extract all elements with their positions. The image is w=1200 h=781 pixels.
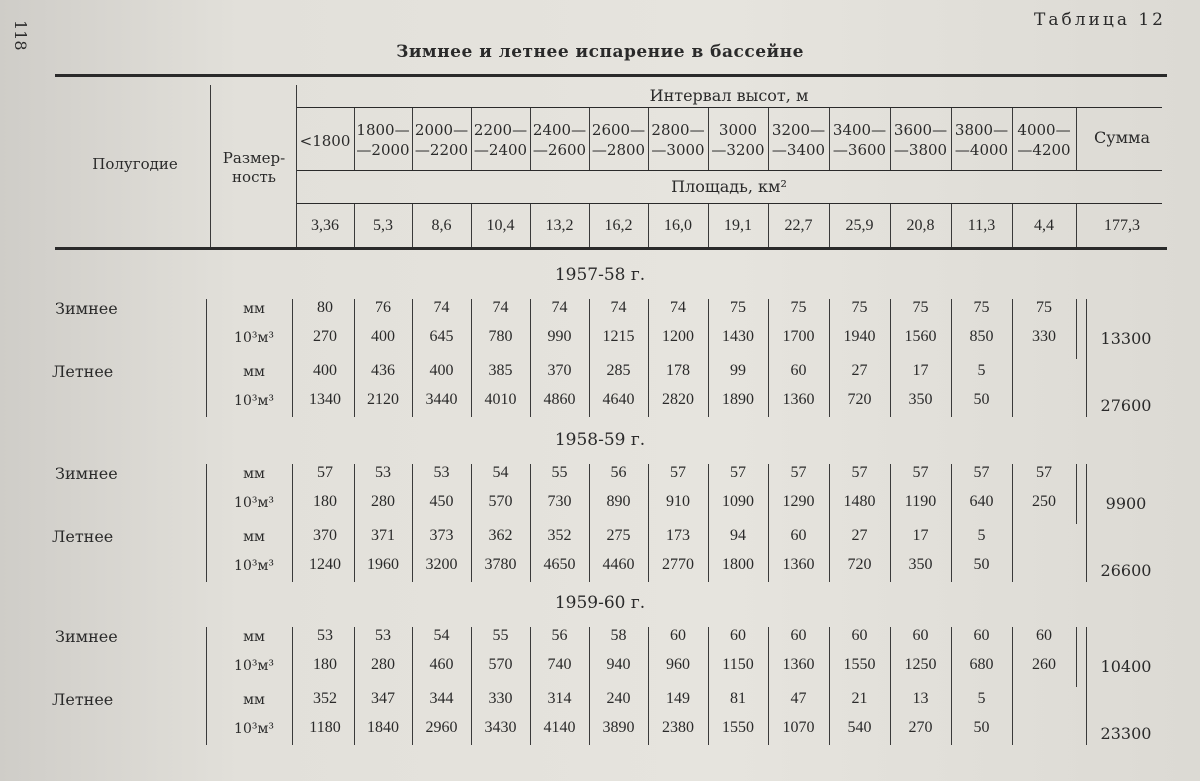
- table-cell: 53: [317, 627, 333, 644]
- interval-label-top: 2800—: [651, 121, 705, 139]
- table-cell: 1360: [782, 656, 815, 673]
- table-cell: 890: [606, 493, 631, 510]
- table-cell: 1840: [367, 719, 399, 736]
- table-cell: 260: [1032, 656, 1056, 673]
- interval-label-top: 2000—: [414, 121, 469, 139]
- header-divider-halfyear: [210, 85, 211, 247]
- table-cell: 1560: [904, 328, 937, 345]
- table-cell: 370: [547, 362, 572, 379]
- table-cell: 54: [492, 464, 509, 481]
- table-cell: 2960: [425, 719, 458, 736]
- table-cell: 371: [371, 527, 395, 544]
- table-cell: 3430: [484, 719, 517, 736]
- table-cell: 57: [973, 464, 990, 481]
- interval-label-top: 1800—: [356, 121, 410, 139]
- table-cell: 57: [670, 464, 686, 481]
- table-cell: 178: [666, 362, 690, 379]
- table-cell: 370: [313, 527, 337, 544]
- table-cell: 385: [488, 362, 513, 379]
- table-cell: 75: [851, 299, 868, 316]
- table-cell: 53: [433, 464, 450, 481]
- table-cell: 352: [547, 527, 572, 544]
- page-number: 118: [11, 20, 30, 51]
- table-cell: 57: [730, 464, 746, 481]
- table-cell: 74: [670, 299, 686, 316]
- header-interval-title: Интервал высот, м: [649, 86, 809, 105]
- row-sum-summer: 23300: [1100, 724, 1152, 743]
- table-cell: 173: [666, 527, 690, 544]
- table-cell: 436: [371, 362, 395, 379]
- table-cell: 1340: [309, 391, 341, 408]
- table-cell: 57: [790, 464, 807, 481]
- row-sum-winter: 10400: [1100, 657, 1152, 676]
- table-cell: 400: [371, 328, 395, 345]
- table-cell: 81: [730, 690, 746, 707]
- table-cell: 740: [547, 656, 572, 673]
- table-cell: 270: [908, 719, 933, 736]
- unit-volume: 10³м³: [234, 721, 274, 737]
- table-cell: 27: [851, 362, 868, 379]
- header-col-divider: [1076, 108, 1077, 170]
- table-cell: 75: [1036, 299, 1052, 316]
- unit-volume: 10³м³: [234, 658, 274, 674]
- table-cell: 3890: [602, 719, 635, 736]
- area-value: 13,2: [545, 217, 574, 234]
- area-col-divider: [1076, 204, 1077, 247]
- table-cell: 57: [851, 464, 868, 481]
- table-cell: 250: [1032, 493, 1056, 510]
- table-cell: 680: [969, 656, 994, 673]
- table-cell: 540: [847, 719, 872, 736]
- table-cell: 720: [847, 556, 872, 573]
- area-sum: 177,3: [1104, 217, 1140, 234]
- table-cell: 3780: [484, 556, 517, 573]
- table-cell: 60: [670, 627, 686, 644]
- body-divider-dim: [292, 299, 293, 417]
- unit-volume: 10³м³: [234, 558, 274, 574]
- area-value: 11,3: [967, 217, 996, 234]
- table-cell: 75: [973, 299, 990, 316]
- table-cell: 1190: [904, 493, 937, 510]
- interval-label-bottom: —3600: [832, 141, 887, 159]
- table-cell: 400: [429, 362, 454, 379]
- area-value: 16,0: [664, 217, 692, 234]
- unit-mm: мм: [243, 466, 265, 482]
- table-cell: 4460: [602, 556, 635, 573]
- table-cell: 1250: [904, 656, 937, 673]
- body-col-divider: [1076, 299, 1077, 359]
- table-cell: 1180: [309, 719, 341, 736]
- table-cell: 344: [429, 690, 454, 707]
- interval-label-bottom: —3800: [893, 141, 948, 159]
- table-cell: 1360: [782, 556, 815, 573]
- area-value: 25,9: [845, 217, 874, 234]
- table-cell: 2380: [662, 719, 694, 736]
- table-cell: 17: [912, 362, 929, 379]
- table-cell: 347: [371, 690, 395, 707]
- table-cell: 60: [790, 627, 807, 644]
- table-cell: 74: [492, 299, 509, 316]
- table-cell: 57: [912, 464, 929, 481]
- row-label-summer: Летнее: [52, 690, 114, 709]
- table-cell: 1360: [782, 391, 815, 408]
- unit-mm: мм: [243, 529, 265, 545]
- row-sum-summer: 27600: [1100, 396, 1152, 415]
- table-cell: 1240: [309, 556, 341, 573]
- unit-mm: мм: [243, 629, 265, 645]
- interval-label-bottom: —3200: [711, 141, 765, 159]
- table-label: Таблица 12: [1034, 10, 1166, 30]
- table-cell: 4640: [602, 391, 635, 408]
- interval-label-top: 2200—: [473, 121, 528, 139]
- table-cell: 990: [547, 328, 572, 345]
- body-divider-halfyear: [206, 299, 207, 417]
- table-cell: 275: [606, 527, 631, 544]
- table-cell: 60: [912, 627, 929, 644]
- table-cell: 400: [313, 362, 337, 379]
- area-value: 3,36: [311, 217, 339, 234]
- table-cell: 149: [666, 690, 690, 707]
- area-value: 19,1: [724, 217, 752, 234]
- table-cell: 74: [433, 299, 450, 316]
- table-cell: 3440: [425, 391, 458, 408]
- header-dimension-line1: Размер-: [222, 149, 286, 167]
- table-cell: 350: [908, 391, 933, 408]
- unit-volume: 10³м³: [234, 330, 274, 346]
- table-cell: 1200: [662, 328, 694, 345]
- row-label-winter: Зимнее: [55, 464, 118, 483]
- interval-label-bottom: —2200: [414, 141, 469, 159]
- table-cell: 1960: [367, 556, 399, 573]
- table-cell: 645: [429, 328, 454, 345]
- table-cell: 60: [730, 627, 746, 644]
- interval-label-top: 3600—: [893, 121, 948, 139]
- area-value: 10,4: [486, 217, 515, 234]
- table-cell: 910: [666, 493, 690, 510]
- table-cell: 270: [313, 328, 337, 345]
- table-cell: 1940: [843, 328, 876, 345]
- table-cell: 570: [488, 656, 513, 673]
- table-cell: 75: [790, 299, 807, 316]
- interval-label-bottom: —2800: [591, 141, 646, 159]
- table-cell: 99: [730, 362, 746, 379]
- interval-label-bottom: —3000: [651, 141, 705, 159]
- table-cell: 57: [317, 464, 333, 481]
- table-cell: 373: [429, 527, 454, 544]
- table-cell: 330: [1032, 328, 1056, 345]
- table-cell: 57: [1036, 464, 1052, 481]
- interval-label-top: 4000—: [1017, 121, 1071, 139]
- interval-label-bottom: —2400: [473, 141, 528, 159]
- table-cell: 60: [851, 627, 868, 644]
- area-value: 8,6: [431, 217, 452, 234]
- table-cell: 53: [375, 464, 391, 481]
- table-cell: 460: [429, 656, 454, 673]
- table-cell: 4010: [484, 391, 517, 408]
- interval-label-bottom: —3400: [771, 141, 826, 159]
- table-cell: 570: [488, 493, 513, 510]
- table-cell: 76: [375, 299, 391, 316]
- table-cell: 2820: [662, 391, 694, 408]
- table-cell: 60: [790, 527, 807, 544]
- table-cell: 1550: [722, 719, 754, 736]
- body-divider-dim: [292, 464, 293, 582]
- row-label-summer: Летнее: [52, 527, 114, 546]
- table-cell: 640: [969, 493, 994, 510]
- table-cell: 1550: [843, 656, 876, 673]
- table-cell: 27: [851, 527, 868, 544]
- table-cell: 94: [730, 527, 746, 544]
- table-cell: 180: [313, 493, 337, 510]
- table-cell: 730: [547, 493, 572, 510]
- table-cell: 74: [610, 299, 627, 316]
- body-divider-dim: [292, 627, 293, 745]
- header-halfyear: Полугодие: [92, 155, 178, 173]
- interval-label-top: 3200—: [771, 121, 826, 139]
- section-year: 1958-59 г.: [554, 430, 646, 450]
- table-cell: 330: [488, 690, 513, 707]
- table-cell: 960: [666, 656, 690, 673]
- interval-label-top: <1800: [299, 132, 351, 150]
- table-cell: 56: [551, 627, 568, 644]
- unit-mm: мм: [243, 301, 265, 317]
- table-cell: 56: [610, 464, 627, 481]
- unit-mm: мм: [243, 692, 265, 708]
- row-label-summer: Летнее: [52, 362, 114, 381]
- table-cell: 4140: [543, 719, 576, 736]
- table-cell: 50: [973, 556, 990, 573]
- row-sum-winter: 13300: [1100, 329, 1152, 348]
- area-value: 5,3: [373, 217, 393, 234]
- table-cell: 1700: [782, 328, 815, 345]
- interval-label-top: 2400—: [532, 121, 587, 139]
- table-cell: 280: [371, 656, 395, 673]
- header-area-title: Площадь, км²: [671, 177, 787, 196]
- table-cell: 362: [488, 527, 513, 544]
- interval-label-top: 3800—: [954, 121, 1009, 139]
- table-cell: 3200: [425, 556, 458, 573]
- area-value: 16,2: [604, 217, 633, 234]
- table-cell: 850: [969, 328, 994, 345]
- table-cell: 50: [973, 719, 990, 736]
- area-value: 22,7: [784, 217, 813, 234]
- row-label-winter: Зимнее: [55, 627, 118, 646]
- table-cell: 1150: [722, 656, 754, 673]
- unit-volume: 10³м³: [234, 393, 274, 409]
- unit-volume: 10³м³: [234, 495, 274, 511]
- area-value: 20,8: [906, 217, 935, 234]
- interval-label-bottom: —2600: [532, 141, 587, 159]
- table-cell: 2120: [367, 391, 399, 408]
- table-cell: 74: [551, 299, 568, 316]
- section-year: 1957-58 г.: [554, 265, 646, 285]
- table-cell: 285: [606, 362, 631, 379]
- table-cell: 280: [371, 493, 395, 510]
- table-cell: 54: [433, 627, 450, 644]
- interval-label-bottom: —4200: [1017, 141, 1071, 159]
- table-cell: 17: [912, 527, 929, 544]
- table-cell: 1070: [782, 719, 815, 736]
- area-value: 4,4: [1034, 217, 1054, 234]
- table-cell: 940: [606, 656, 631, 673]
- table-cell: 240: [606, 690, 631, 707]
- interval-label-bottom: —4000: [954, 141, 1009, 159]
- header-top-rule: [55, 74, 1167, 77]
- section-year: 1959-60 г.: [554, 593, 646, 613]
- area-title-rule: [296, 203, 1162, 204]
- table-cell: 1480: [843, 493, 876, 510]
- table-cell: 47: [790, 690, 807, 707]
- table-cell: 75: [912, 299, 929, 316]
- table-cell: 2770: [662, 556, 694, 573]
- table-cell: 53: [375, 627, 391, 644]
- table-cell: 5: [977, 690, 986, 707]
- table-cell: 55: [551, 464, 568, 481]
- table-cell: 60: [973, 627, 990, 644]
- table-title: Зимнее и летнее испарение в бассейне: [396, 42, 804, 62]
- table-cell: 60: [790, 362, 807, 379]
- header-dimension-line2: ность: [232, 168, 276, 186]
- table-cell: 450: [429, 493, 454, 510]
- table-cell: 5: [977, 527, 986, 544]
- table-cell: 50: [973, 391, 990, 408]
- table-cell: 1890: [722, 391, 754, 408]
- interval-label-top: 3400—: [832, 121, 887, 139]
- table-cell: 4650: [543, 556, 576, 573]
- body-divider-halfyear: [206, 464, 207, 582]
- row-label-winter: Зимнее: [55, 299, 118, 318]
- table-cell: 1215: [602, 328, 635, 345]
- table-cell: 352: [313, 690, 337, 707]
- interval-label-top: 2600—: [591, 121, 646, 139]
- table-cell: 58: [610, 627, 627, 644]
- interval-label-bottom: —2000: [356, 141, 410, 159]
- table-cell: 55: [492, 627, 509, 644]
- table-cell: 780: [488, 328, 513, 345]
- table-cell: 4860: [543, 391, 576, 408]
- table-cell: 5: [977, 362, 986, 379]
- interval-title-rule: [296, 107, 1162, 108]
- table-cell: 1090: [722, 493, 754, 510]
- header-bottom-rule: [55, 247, 1167, 250]
- table-cell: 350: [908, 556, 933, 573]
- intervals-bottom-rule: [296, 170, 1162, 171]
- table-cell: 314: [547, 690, 572, 707]
- unit-mm: мм: [243, 364, 265, 380]
- table-cell: 80: [317, 299, 333, 316]
- table-cell: 1290: [782, 493, 815, 510]
- table-cell: 13: [912, 690, 929, 707]
- body-col-divider: [1076, 627, 1077, 687]
- header-sum: Сумма: [1093, 128, 1151, 147]
- table-cell: 720: [847, 391, 872, 408]
- interval-label-top: 3000: [718, 121, 758, 139]
- table-cell: 21: [851, 690, 868, 707]
- row-sum-summer: 26600: [1100, 561, 1152, 580]
- body-divider-halfyear: [206, 627, 207, 745]
- table-cell: 1800: [722, 556, 754, 573]
- row-sum-winter: 9900: [1105, 494, 1147, 513]
- table-cell: 75: [730, 299, 746, 316]
- table-cell: 60: [1036, 627, 1052, 644]
- body-col-divider: [1076, 464, 1077, 524]
- table-cell: 180: [313, 656, 337, 673]
- table-cell: 1430: [722, 328, 754, 345]
